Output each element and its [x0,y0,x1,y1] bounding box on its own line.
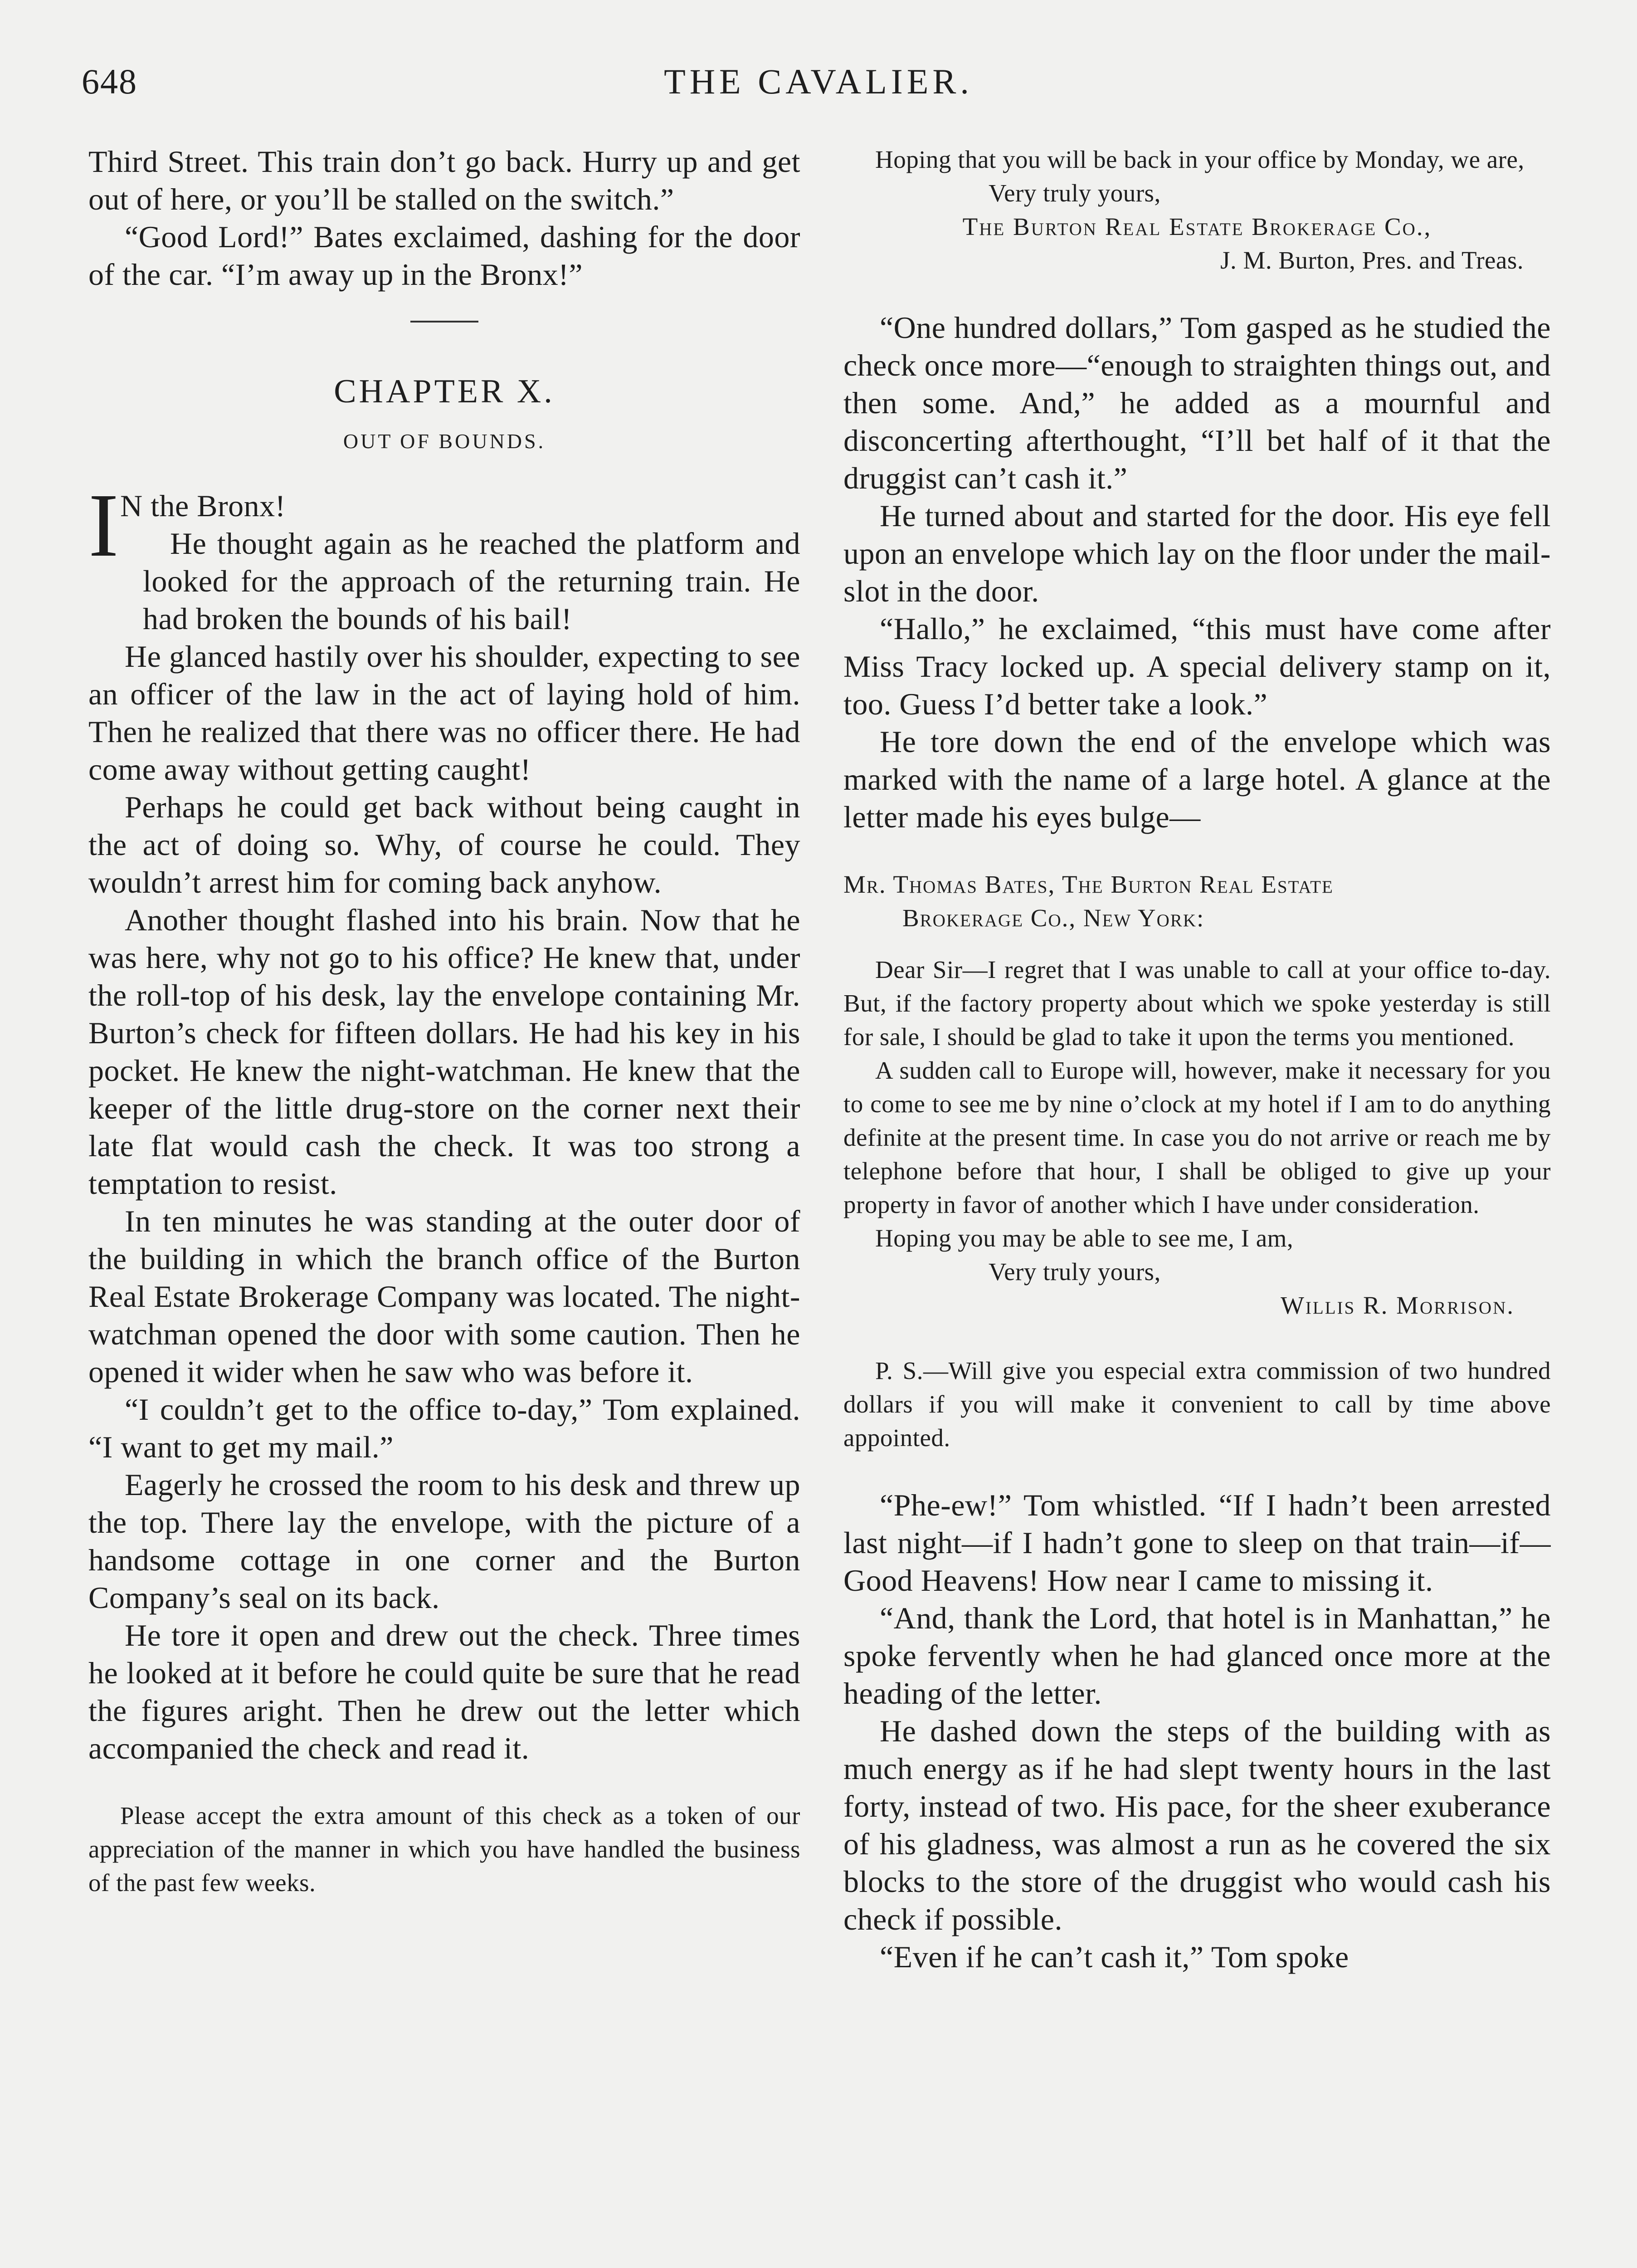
paragraph: He tore down the end of the envelope which was marked with the name of a large hotel. A glance at the letter made his eyes bulge— [843,724,1551,834]
paragraph-first-line: N the Bronx! [120,489,286,523]
paragraph: In ten minutes he was standing at the outer door of the building in which the branch office of the Burton Real Estate Brokerage Company was located. The night-watchman opened the door with some caution. Then he opened it wider when he saw who was before it. [88,1204,800,1389]
page-header [82,61,1555,111]
drop-cap: I [88,475,119,576]
letter-paragraph: A sudden call to Europe will, however, make it necessary for you to come to see me by nine o’clock at my hotel if I am to do anything definite at the present time. In case you do not arrive or reach me by telephone before that hour, I shall be obliged to give up your property in favor of another which I have under consideration. [843,1056,1551,1218]
letter-company: The Burton Real Estate Brokerage Co., [962,213,1432,240]
paragraph: “Phe-ew!” Tom whistled. “If I hadn’t been arrested last night—if I hadn’t gone to sleep on that train—if— Good Heavens! How near I came to missing it. [843,1488,1551,1598]
paragraph: He dashed down the steps of the building with as much energy as if he had slept twenty hours in the last forty, instead of two. His pace, for the sheer exuberance of his gladness, was almost a run as he covered the six blocks to the store of the druggist who would cash his check if possible. [843,1714,1551,1936]
letter-closing: Very truly yours, [989,1258,1161,1286]
paragraph: Eagerly he crossed the room to his desk and threw up the top. There lay the envelope, with the picture of a handsome cottage in one corner and the Burton Company’s seal on its back. [88,1467,800,1615]
chapter-subtitle: OUT OF BOUNDS. [343,430,546,453]
paragraph: “And, thank the Lord, that hotel is in Manhattan,” he spoke fervently when he had glanced once more at the heading of the letter. [843,1601,1551,1711]
paragraph: Third Street. This train don’t go back. Hurry up and get out of here, or you’ll be stalled on the switch.” [88,144,800,216]
section-divider [410,321,478,323]
paragraph: “Hallo,” he exclaimed, “this must have come after Miss Tracy locked up. A special delivery stamp on it, too. Guess I’d better take a look.” [843,611,1551,721]
letter-paragraph: Hoping you may be able to see me, I am, [875,1224,1294,1252]
letter-paragraph: Please accept the extra amount of this check as a token of our appreciation of the manner in which you have handled the business of the past few weeks. [88,1802,800,1897]
letter-address: Mr. Thomas Bates, The Burton Real Estate [843,870,1334,898]
letter-signer: J. M. Burton, Pres. and Treas. [1220,246,1524,274]
paragraph: He thought again as he reached the platform and looked for the approach of the returning train. He had broken the bounds of his bail! [143,526,800,636]
letter-postscript: P. S.—Will give you especial extra commission of two hundred dollars if you will make it convenient to call by time above appointed. [843,1357,1551,1452]
paragraph: “Good Lord!” Bates exclaimed, dashing for the door of the car. “I’m away up in the Bronx!” [88,220,800,292]
right-column [843,143,1551,2268]
letter-address: Brokerage Co., New York: [902,904,1205,932]
letter-signer: Willis R. Morrison. [1280,1291,1515,1319]
running-title: THE CAVALIER. [664,62,973,101]
paragraph: Another thought flashed into his brain. Now that he was here, why not go to his office? He knew that, under the roll-top of his desk, lay the envelope containing Mr. Burton’s check for fifteen dollars. He had his key in his pocket. He knew the night-watchman. He knew that the keeper of the little drug-store on the corner next their late flat would cash the check. It was too strong a temptation to resist. [88,903,800,1201]
letter-paragraph: Hoping that you will be back in your office by Monday, we are, [875,146,1525,173]
letter-morrison [843,868,1551,1455]
letter-burton-continued [843,143,1551,277]
letter-burton [88,1799,800,1900]
paragraph: He tore it open and drew out the check. Three times he looked at it before he could quite be sure that he read the figures aright. Then he drew out the letter which accompanied the check and read it. [88,1618,800,1765]
chapter-title: CHAPTER X. [334,373,555,410]
chapter-opening [88,475,800,638]
paragraph: “Even if he can’t cash it,” Tom spoke [880,1940,1349,1974]
paragraph: He turned about and started for the door. His eye fell upon an envelope which lay on the floor under the mail-slot in the door. [843,499,1551,608]
letter-closing: Very truly yours, [989,179,1161,207]
paragraph: “One hundred dollars,” Tom gasped as he studied the check once more—“enough to straighten things out, and then some. And,” he added as a mournful and disconcerting afterthought, “I’ll bet half of it that the druggist can’t cash it.” [843,310,1551,495]
left-column [88,143,800,2268]
paragraph: He glanced hastily over his shoulder, expecting to see an officer of the law in the act of laying hold of him. Then he realized that there was no officer there. He had come away without getting caught! [88,639,800,787]
letter-paragraph: Dear Sir—I regret that I was unable to call at your office to-day. But, if the factory property about which we spoke yesterday is still for sale, I should be glad to take it upon the terms you mentioned. [843,956,1551,1051]
paragraph: “I couldn’t get to the office to-day,” Tom explained. “I want to get my mail.” [88,1392,800,1464]
page-number: 648 [82,62,137,101]
paragraph: Perhaps he could get back without being caught in the act of doing so. Why, of course he could. They wouldn’t arrest him for coming back anyhow. [88,790,800,899]
